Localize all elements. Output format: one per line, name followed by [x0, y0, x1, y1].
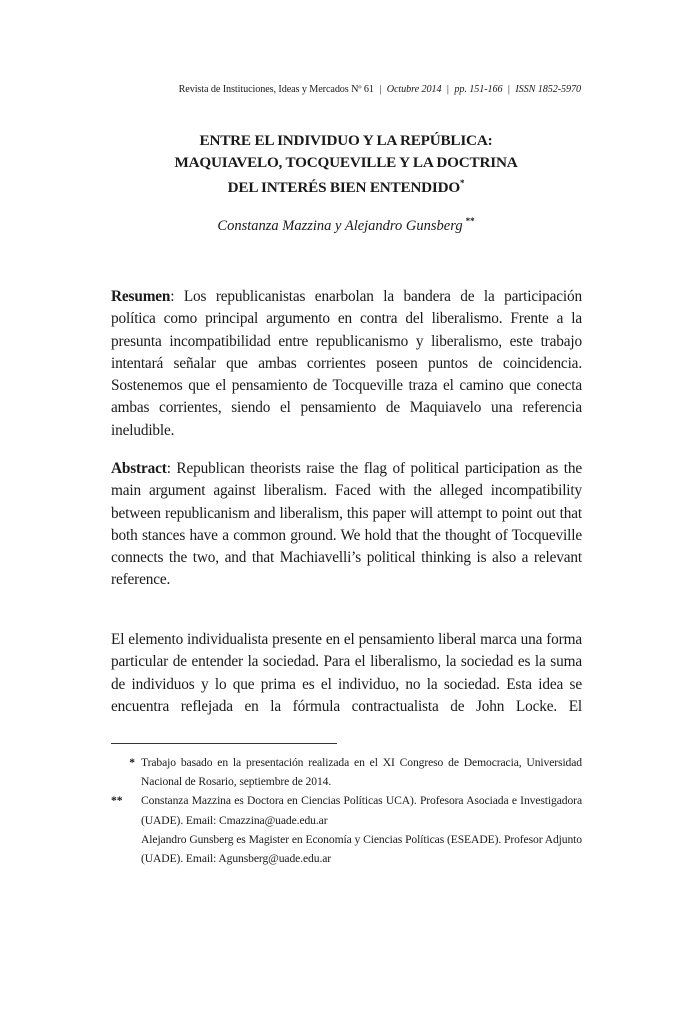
resumen-label: Resumen [111, 288, 171, 305]
separator: | [507, 84, 510, 95]
author-names: Constanza Mazzina y Alejandro Gunsberg [217, 218, 463, 234]
body-text: El elemento individualista presente en el pensamiento liberal marca una forma particular de entender la sociedad. Para el liberalismo, la sociedad es la suma de individuos y lo que prima es el individuo, no la sociedad. Esta idea se encuentra reflejada en la fórmula contractualista de John Locke. El [111, 631, 582, 715]
footnote-text: Alejandro Gunsberg es Magister en Economía y Ciencias Políticas (ESEADE). Profesor Adjunto (UADE). Email: Agunsberg@uade.edu.ar [141, 832, 582, 866]
article-title [111, 130, 581, 199]
abstract-text: : Republican theorists raise the flag of political participation as the main argument against liberalism. Faced with the alleged incompatibility between republicanism and liberalism, this paper will attempt to point out that both stances have a common ground. We hold that the thought of Tocqueville connects the two, and that Machiavelli’s political thinking is also a relevant reference. [111, 460, 582, 589]
footnotes [111, 753, 582, 868]
footnote-mark: ** [111, 794, 123, 808]
footnote-mark: * [129, 756, 135, 769]
footnote-text: Constanza Mazzina es Doctora en Ciencias Políticas UCA). Profesora Asociada e Investigadora (UADE). Email: Cmazzina@uade.edu.ar [141, 794, 582, 827]
footnote-text: Trabajo basado en la presentación realizada en el XI Congreso de Democracia, Universidad Nacional de Rosario, septiembre de 2014. [141, 756, 582, 789]
footnote-2 [111, 791, 582, 868]
issue-date: Octubre 2014 [386, 84, 442, 95]
footnote-ref[interactable]: * [460, 178, 465, 188]
title-line-text: DEL INTERÉS BIEN ENTENDIDO [227, 179, 461, 196]
title-line: MAQUIAVELO, TOCQUEVILLE Y LA DOCTRINA [174, 153, 518, 171]
abstract-paragraph [111, 458, 582, 592]
journal-name: Revista de Instituciones, Ideas y Mercados Nº 61 [178, 84, 374, 95]
title-line [111, 173, 581, 199]
issn: ISSN 1852-5970 [515, 84, 581, 95]
title-line: ENTRE EL INDIVIDUO Y LA REPÚBLICA: [199, 132, 493, 149]
separator: | [379, 84, 382, 95]
footnote-divider [111, 743, 337, 744]
footnote-1 [111, 753, 582, 791]
resumen-paragraph [111, 286, 582, 442]
running-head [111, 84, 581, 95]
footnote-ref[interactable]: ** [465, 216, 475, 226]
abstract-label: Abstract [111, 460, 167, 477]
body-paragraph [111, 629, 582, 718]
separator: | [446, 84, 449, 95]
resumen-text: : Los republicanistas enarbolan la bandera de la participación política como principal argumento en contra del liberalismo. Frente a la presunta incompatibilidad entre republicanismo y liberalismo, este trabajo intentará señalar que ambas corrientes poseen puntos de coincidencia. Sostenemos que el pensamiento de Tocqueville traza el camino que conecta ambas corrientes, siendo el pensamiento de Maquiavelo una referencia ineludible. [111, 288, 582, 439]
page-range: pp. 151-166 [454, 84, 503, 95]
author-line [111, 216, 581, 235]
